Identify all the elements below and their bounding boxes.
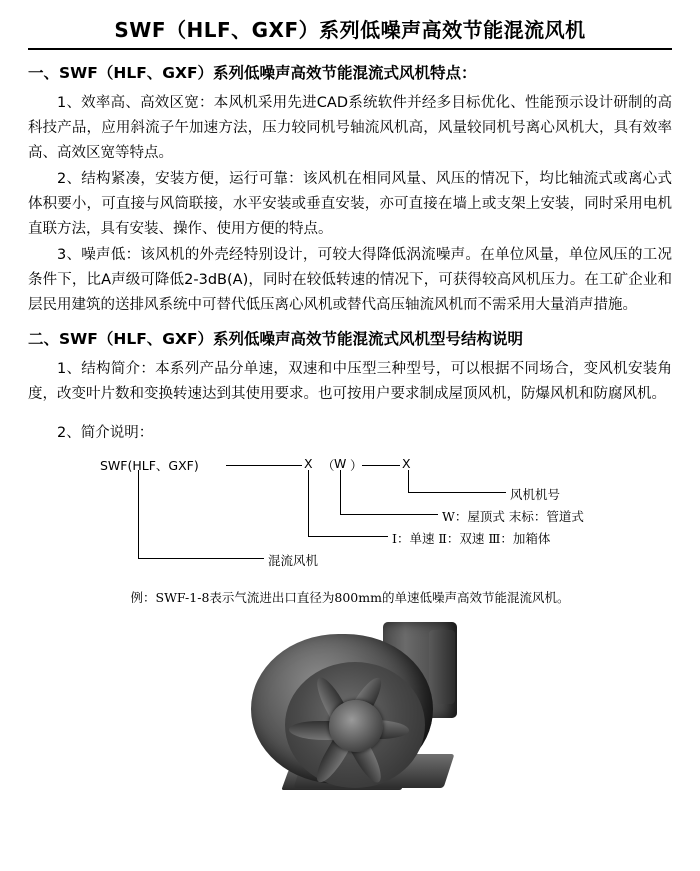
mixed-flow-fan-photo — [233, 618, 467, 800]
model-code-x2: X — [402, 455, 411, 471]
leader-line-2-h — [340, 514, 438, 515]
fan-hub — [329, 700, 383, 752]
section-1-paragraph-3: 3、噪声低：该风机的外壳经特别设计，可较大得降低涡流噪声。在单位风量，单位风压的工况条件下，比A声级可降低2-3dB(A)，同时在较低转速的情况下，可获得较高风机压力。在工矿企业和层民用建筑的送排风系统中可替代低压离心风机或替代高压轴流风机而不需采用大量消声措施。 — [28, 246, 672, 313]
section-heading-2: 二、SWF（HLF、GXF）系列低噪声高效节能混流式风机型号结构说明 — [28, 329, 524, 348]
fan-motor-cap — [429, 630, 455, 704]
model-code-name: SWF(HLF、GXF) — [100, 457, 199, 473]
example-note: 例：SWF-1-8表示气流进出口直径为800mm的单速低噪声高效节能混流风机。 — [130, 589, 570, 605]
diagram-label-3: Ⅰ：单速 Ⅱ：双速 Ⅲ：加箱体 — [392, 530, 551, 546]
fan-casing — [251, 634, 433, 784]
leader-line-4-v — [138, 470, 139, 558]
section-1-paragraph-1: 1、效率高、高效区宽：本风机采用先进CAD系统软件并经多目标优化、性能预示设计研制的高科技产品，应用斜流子午加速方法，压力较同机号轴流风机高，风量较同机号离心风机大，具有效率高、高效区宽等特点。 — [28, 95, 672, 162]
leader-line-4-h — [138, 558, 264, 559]
model-code-dash-1 — [226, 465, 302, 466]
leader-line-1-h — [408, 492, 506, 493]
model-code-x1: X — [304, 455, 313, 471]
diagram-label-2: W：屋顶式 末标：管道式 — [442, 508, 584, 524]
model-code-dash-2 — [362, 465, 400, 466]
section-2-sub-label: 2、简介说明： — [57, 424, 154, 441]
leader-line-3-h — [308, 536, 388, 537]
leader-line-1-v — [408, 470, 409, 492]
diagram-label-1: 风机机号 — [510, 486, 561, 502]
title-divider — [28, 48, 672, 50]
page-title: SWF（HLF、GXF）系列低噪声高效节能混流风机 — [114, 18, 586, 42]
leader-line-2-v — [340, 470, 341, 514]
model-code-paren-close: ） — [350, 457, 363, 473]
diagram-label-4: 混流风机 — [268, 552, 319, 568]
leader-line-3-v — [308, 470, 309, 536]
section-heading-1: 一、SWF（HLF、GXF）系列低噪声高效节能混流式风机特点： — [28, 64, 477, 82]
fan-photo-container — [28, 618, 672, 800]
model-code-diagram — [90, 456, 610, 574]
section-1-paragraph-2: 2、结构紧凑，安装方便，运行可靠：该风机在相同风量、风压的情况下，均比轴流式或离心式体积要小，可直接与风筒联接，水平安装或垂直安装，亦可直接在墙上或支架上安装，同时采用电机直联方法，具有安装、操作、使用方便的特点。 — [28, 171, 672, 237]
model-code-w: W — [334, 455, 347, 471]
model-code-paren-open: （ — [322, 457, 335, 473]
section-2-paragraph-1: 1、结构简介：本系列产品分单速，双速和中压型三种型号，可以根据不同场合，变风机安装角度，改变叶片数和变换转速达到其使用要求。也可按用户要求制成屋顶风机，防爆风机和防腐风机。 — [28, 360, 672, 402]
